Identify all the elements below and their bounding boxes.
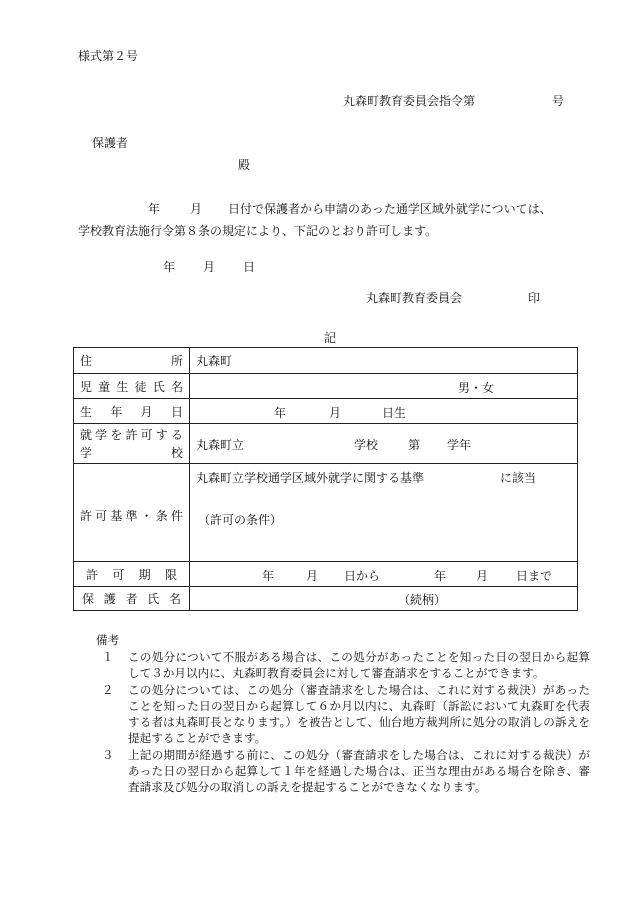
criteria-standard: 丸森町立学校通学区域外就学に関する基準: [196, 471, 425, 485]
sex-options: 男・女: [458, 381, 495, 395]
issuer-name: 丸森町教育委員会: [366, 291, 463, 305]
birth-year: 年: [274, 406, 287, 420]
intro-year: 年: [148, 202, 161, 216]
remarks-title: 備考: [96, 633, 120, 647]
birth-label: 生 年 月 日: [80, 404, 183, 419]
permit-table: [73, 347, 578, 611]
remark-item: [96, 682, 590, 746]
school-label-line2: 学 校: [80, 445, 183, 460]
remark-number: １: [102, 650, 114, 664]
student-cell: [190, 374, 578, 399]
row-school: [74, 424, 578, 464]
remark-item: [96, 649, 590, 681]
period-label: 許 可 期 限: [86, 567, 177, 582]
row-criteria: [74, 464, 578, 562]
birth-day: 日生: [382, 406, 407, 420]
period-to-month: 月: [476, 569, 489, 583]
intro-line1-rest: 日付で保護者から申請のあった通学区域外就学については、: [228, 202, 552, 216]
intro-line2: 学校教育法施行令第８条の規定により、下記のとおり許可します。: [78, 224, 438, 238]
row-guardian: [74, 587, 578, 611]
birth-cell: [190, 399, 578, 424]
issue-day: 日: [243, 260, 256, 274]
row-address: [74, 348, 578, 374]
remark-text: 上記の期間が経過する前に、この処分（審査請求をした場合は、これに対する裁決）があった日の翌日から起算して１年を経過した場合は、正当な理由がある場合を除き、審査請求及び処分の取消しの訴えを提起することができなくなります。: [128, 748, 590, 794]
remark-number: ３: [102, 748, 114, 762]
criteria-label: 許 可 基 準 ・ 条 件: [80, 508, 183, 523]
row-birth: [74, 399, 578, 424]
criteria-condition: （許可の条件）: [198, 513, 283, 527]
order-number-prefix: 丸森町教育委員会指令第: [343, 94, 476, 108]
remark-text: この処分について不服がある場合は、この処分があったことを知った日の翌日から起算して３か月以内に、丸森町教育委員会に対して審査請求をすることができます。: [128, 650, 590, 680]
school-cell: [190, 424, 578, 464]
period-to-year: 年: [434, 569, 447, 583]
period-from-day: 日から: [344, 569, 381, 583]
criteria-applicable: に該当: [500, 471, 537, 485]
period-to-day: 日まで: [516, 569, 553, 583]
form-number: 様式第２号: [78, 49, 139, 63]
student-label: 児 童 生 徒 氏 名: [80, 379, 183, 394]
birth-month: 月: [329, 406, 342, 420]
issue-month: 月: [203, 260, 216, 274]
guardian-label: 保 護 者 氏 名: [82, 592, 181, 606]
grade-prefix: 第: [408, 438, 421, 452]
school-label-line1: 就 学 を 許 可 す る: [80, 427, 183, 442]
period-from-year: 年: [262, 569, 275, 583]
period-from-month: 月: [306, 569, 319, 583]
school-town: 丸森町立: [196, 438, 245, 452]
row-student: [74, 374, 578, 399]
row-period: [74, 562, 578, 587]
order-number-suffix: 号: [552, 94, 565, 108]
recipient-title: 保護者: [92, 136, 129, 150]
remarks: [96, 632, 590, 795]
period-cell: [190, 562, 578, 587]
issue-year: 年: [163, 260, 176, 274]
remark-number: ２: [102, 683, 114, 697]
address-label: 住 所: [80, 354, 183, 368]
address-value: 丸森町: [190, 348, 578, 374]
guardian-cell: [190, 587, 578, 611]
recipient-honorific: 殿: [238, 158, 251, 172]
school-word: 学校: [354, 438, 379, 452]
criteria-cell: [190, 464, 578, 562]
remark-text: この処分については、この処分（審査請求をした場合は、これに対する裁決）があったことを知った日の翌日から起算して６か月以内に、丸森町（訴訟において丸森町を代表する者は丸森町長となります。）を被告として、仙台地方裁判所に処分の取消しの訴えを提起することができます。: [128, 683, 590, 745]
ki-heading: 記: [324, 331, 337, 345]
intro-month: 月: [190, 202, 203, 216]
remark-item: [96, 747, 590, 795]
grade-suffix: 学年: [447, 438, 472, 452]
issuer-seal: 印: [528, 291, 541, 305]
guardian-relation: （続柄）: [398, 593, 447, 607]
